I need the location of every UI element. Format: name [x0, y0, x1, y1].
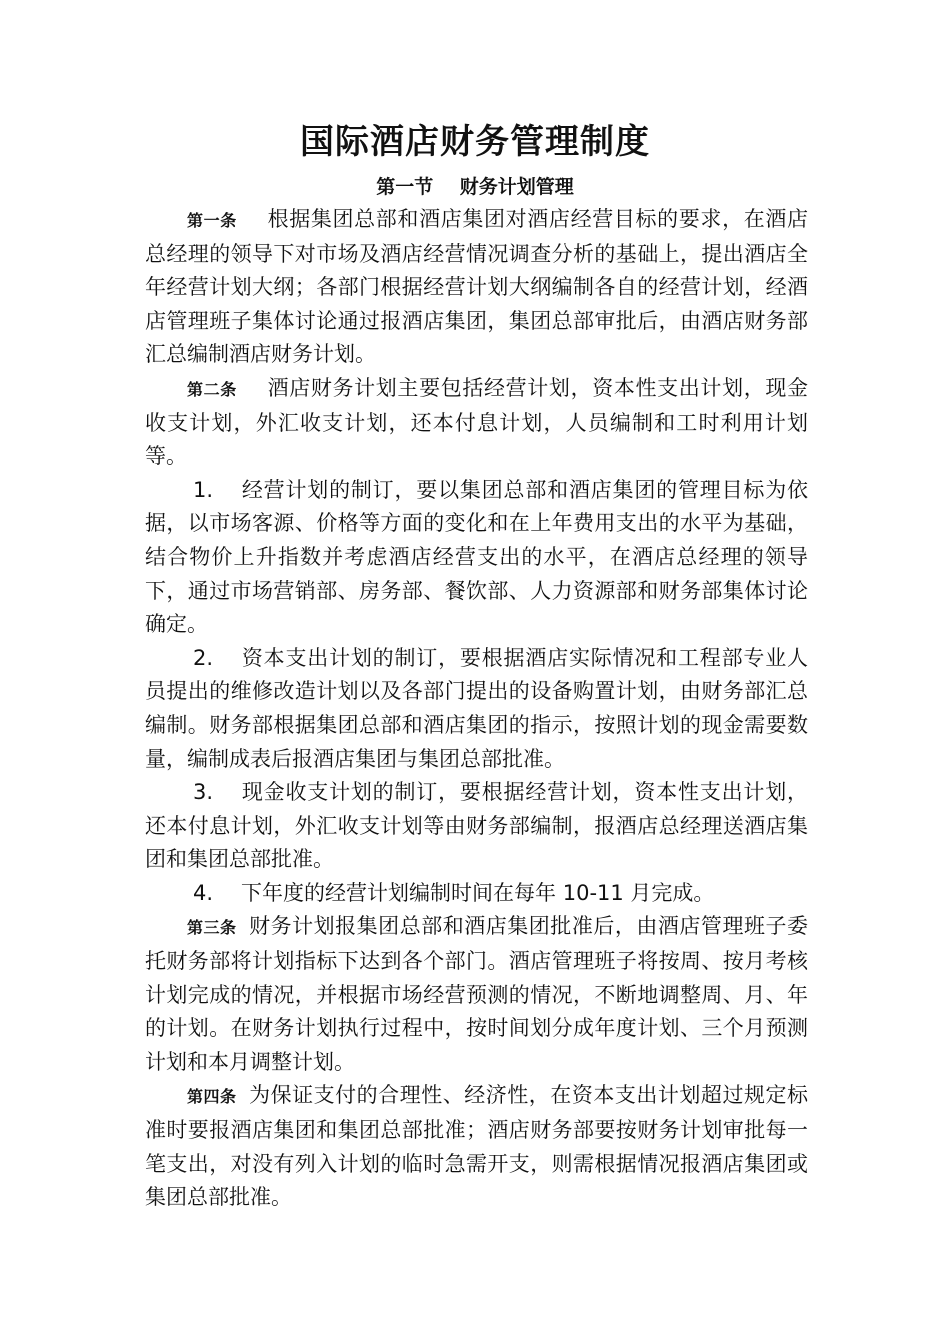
article-paragraph — [145, 910, 808, 1079]
item-text: 资本支出计划的制订，要根据酒店实际情况和工程部专业人员提出的维修改造计划以及各部门提出的设备购置计划，由财务部汇总编制。财务部根据集团总部和酒店集团的指示，按照计划的现金需要数量，编制成表后报酒店集团与集团总部批准。 — [145, 645, 808, 771]
article-label: 第二条 — [187, 379, 237, 399]
article-label: 第三条 — [187, 918, 237, 938]
document-title: 国际酒店财务管理制度 — [300, 122, 650, 162]
article-label: 第一条 — [187, 211, 237, 230]
item-number: 4. — [193, 880, 214, 905]
article-text: 为保证支付的合理性、经济性，在资本支出计划超过规定标准时要报酒店集团和集团总部批准；酒店财务部要按财务计划审批每一笔支出，对没有列入计划的临时急需开支，则需根据情况报酒店集团或集团总部批准。 — [145, 1083, 808, 1210]
numbered-item — [145, 474, 808, 642]
article-paragraph — [145, 372, 808, 474]
article-text: 财务计划报集团总部和酒店集团批准后，由酒店管理班子委托财务部将计划指标下达到各个部门。酒店管理班子将按周、按月考核计划完成的情况，并根据市场经营预测的情况，不断地调整周、月、年的计划。在财务计划执行过程中，按时间划分成年度计划、三个月预测计划和本月调整计划。 — [145, 914, 808, 1074]
article-label: 第四条 — [187, 1087, 237, 1107]
numbered-item — [145, 642, 808, 776]
item-number: 2. — [193, 645, 214, 670]
article-text: 根据集团总部和酒店集团对酒店经营目标的要求，在酒店总经理的领导下对市场及酒店经营情况调查分析的基础上，提出酒店全年经营计划大纲；各部门根据经营计划大纲编制各自的经营计划，经酒店管理班子集体讨论通过报酒店集团，集团总部审批后，由酒店财务部汇总编制酒店财务计划。 — [145, 207, 808, 367]
item-number: 3. — [193, 780, 214, 805]
numbered-item — [145, 776, 808, 877]
numbered-item — [145, 877, 808, 911]
document-body — [145, 203, 808, 1215]
item-text: 下年度的经营计划编制时间在每年 10-11 月完成。 — [241, 880, 715, 905]
article-paragraph — [145, 203, 808, 372]
article-paragraph — [145, 1079, 808, 1214]
item-number: 1. — [193, 477, 214, 502]
item-text: 经营计划的制订，要以集团总部和酒店集团的管理目标为依据，以市场客源、价格等方面的变化和在上年费用支出的水平为基础，结合物价上升指数并考虑酒店经营支出的水平，在酒店总经理的领导下，通过市场营销部、房务部、餐饮部、人力资源部和财务部集体讨论确定。 — [145, 477, 808, 637]
article-text: 酒店财务计划主要包括经营计划，资本性支出计划，现金收支计划，外汇收支计划，还本付息计划，人员编制和工时利用计划等。 — [145, 375, 808, 469]
section-title: 第一节 财务计划管理 — [376, 176, 574, 198]
item-text: 现金收支计划的制订，要根据经营计划，资本性支出计划，还本付息计划，外汇收支计划等由财务部编制，报酒店总经理送酒店集团和集团总部批准。 — [145, 780, 808, 872]
